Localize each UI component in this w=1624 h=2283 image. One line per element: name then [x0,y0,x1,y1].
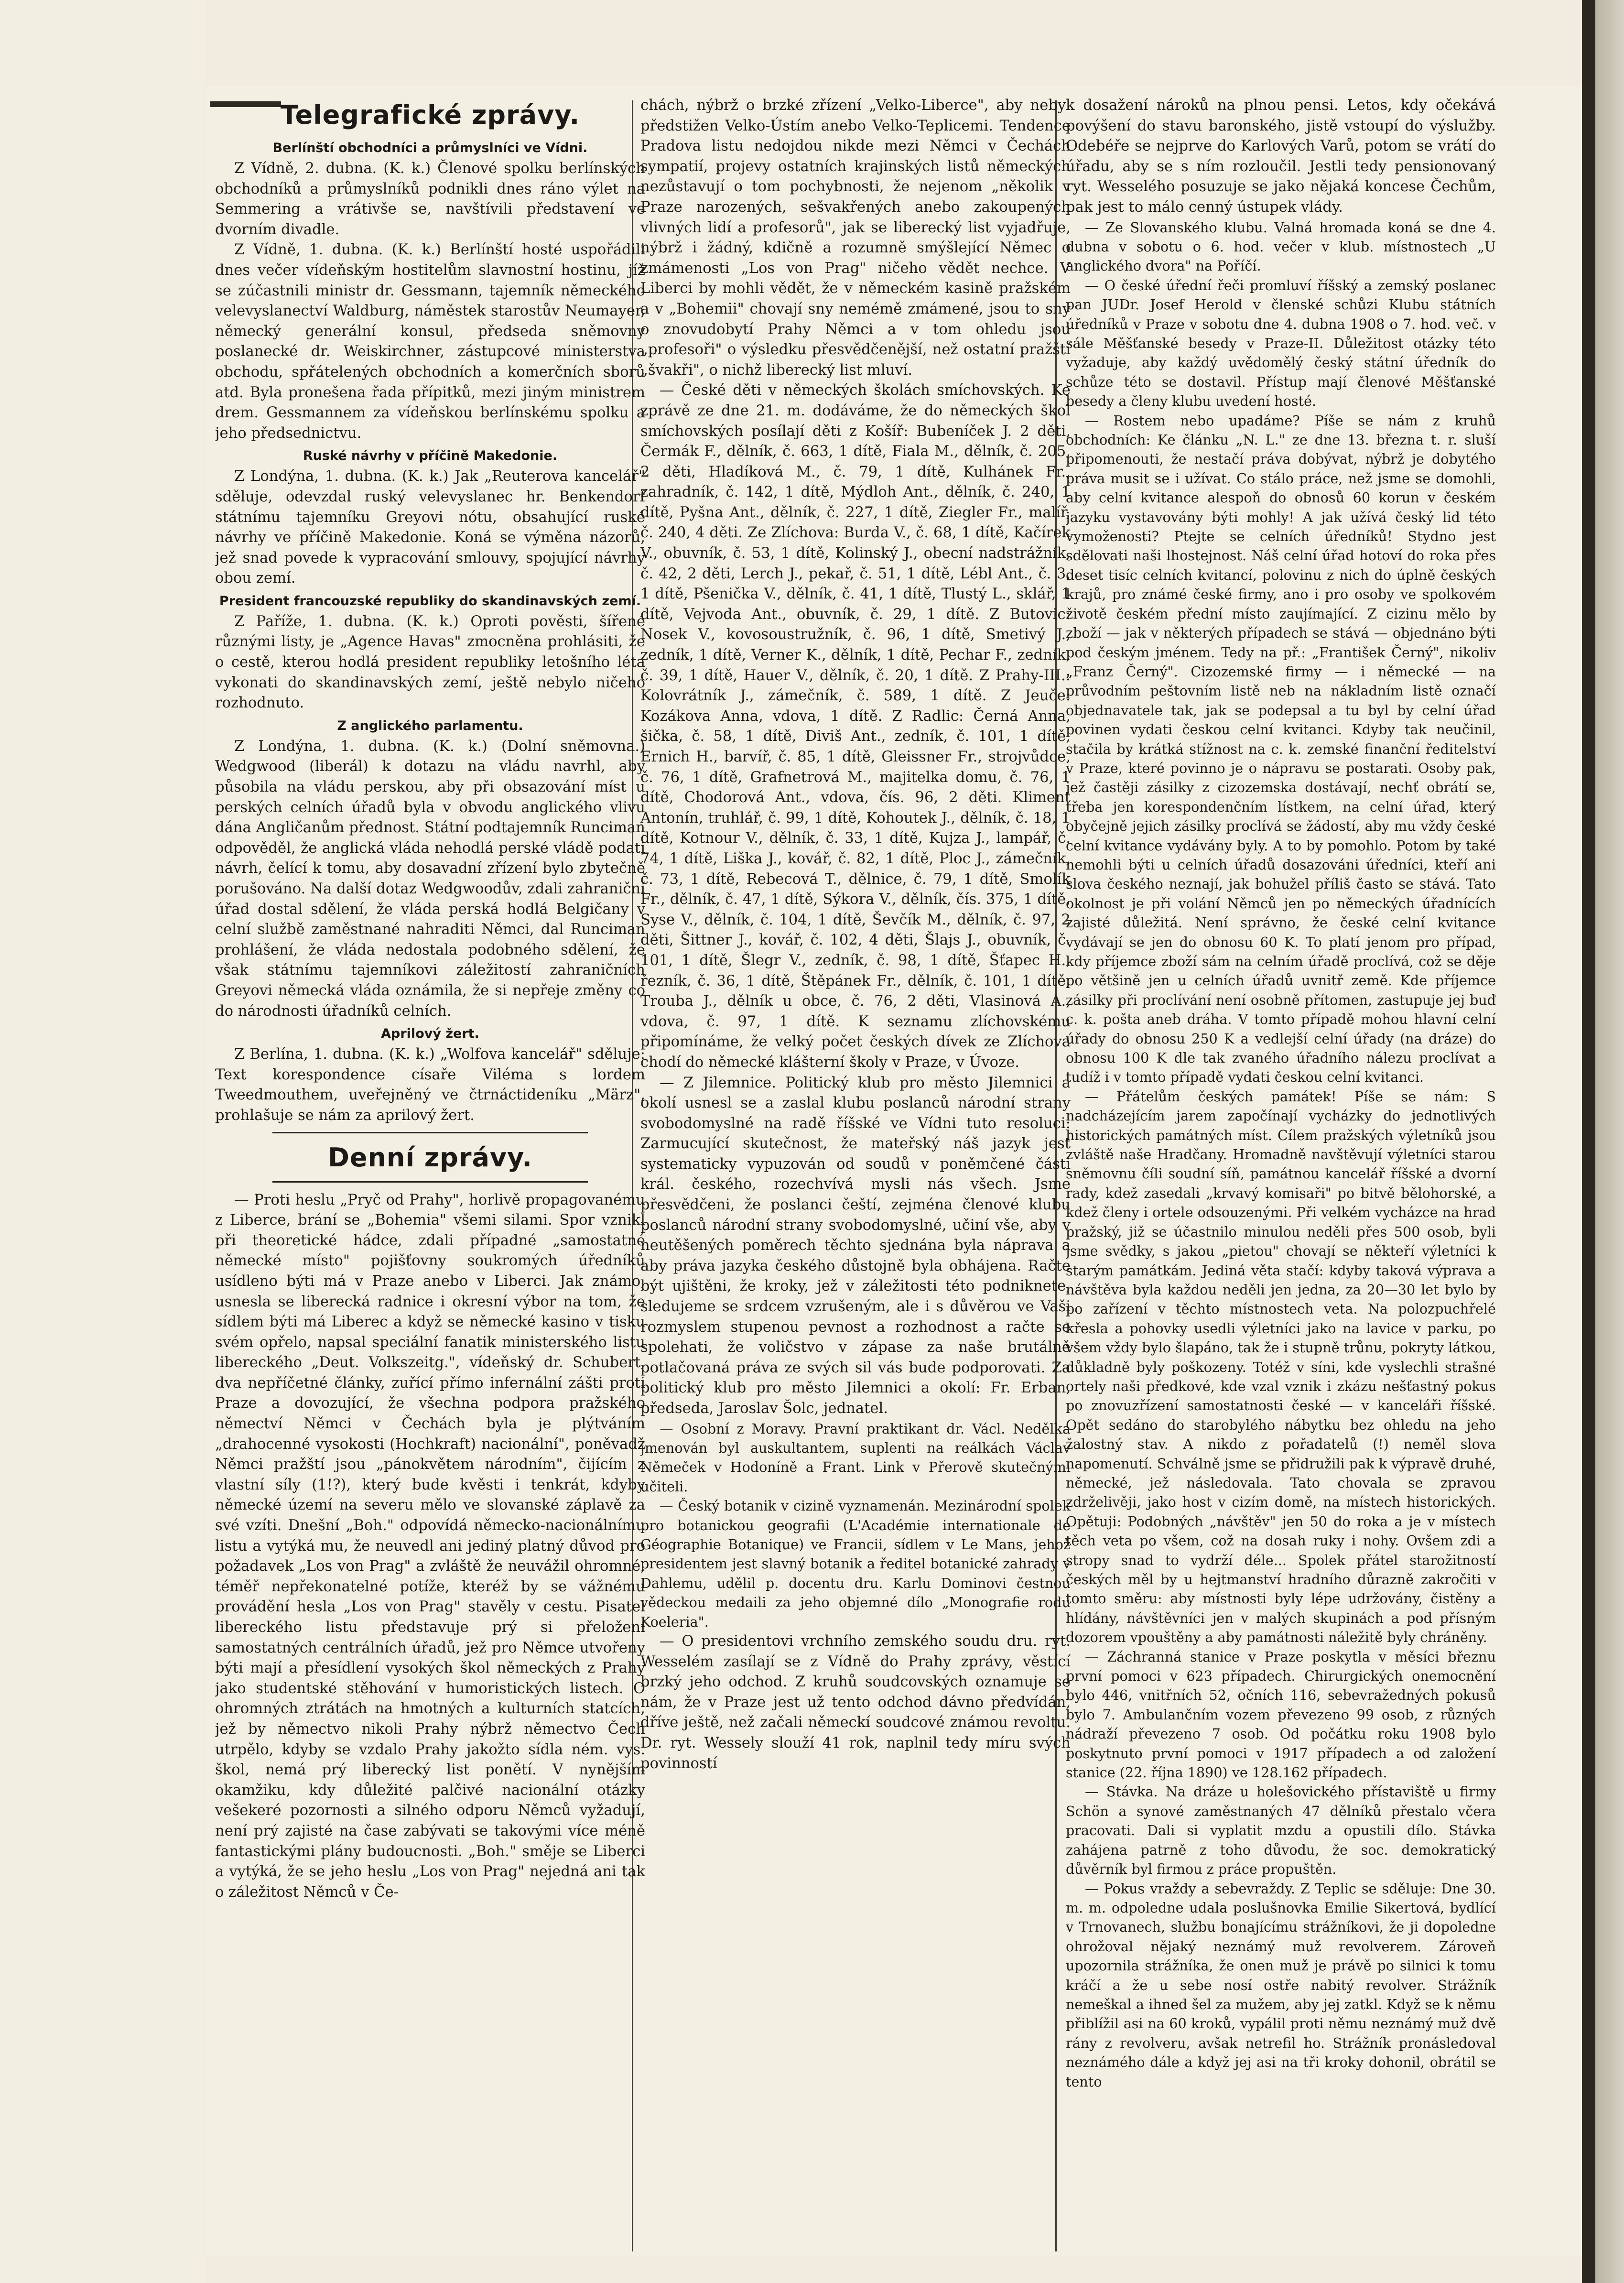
article-paragraph: — Český botanik v cizině vyznamenán. Mezinárodní spolek pro botanickou geografii (L'Académie internationale de Géographie Botanique) ve Francii, sídlem v Le Mans, jehož presidentem jest slavný botanik a ředitel botanické zahrady v Dahlemu, udělil p. docentu dru. Karlu Dominovi čestnou vědeckou medaili za jeho objemné dílo „Monografie rodu Koeleria". [640,1498,1071,1630]
article-paragraph: — Z Jilemnice. Politický klub pro město Jilemnici a okolí usnesl se a zaslal klubu poslanců národní strany svobodomyslné na radě říšské ve Vídni tuto resoluci: Zarmucující skutečnost, že mateřský náš jazyk jest systematicky vypuzován od soudů v poněmčené části král. českého, rozechvívá mysli nás všech. Jsme přesvědčeni, že poslanci čeští, zejména členové klubu poslanců národní strany svobodomyslné, učiní vše, aby v neutěšených poměrech těchto sjednána byla náprava a aby práva jazyka českého důstojně byla obhájena. Račte být ujištěni, že kroky, jež v záležitosti této podniknete, sledujeme se srdcem vzrušeným, ale i s důvěrou ve Vaši rozmyslem stupenou pevnost a rozhodnost a račte se spolehati, že voličstvo v zápase za naše brutálně potlačovaná práva ze svých sil vás bude podporovati. Za politický klub pro město Jilemnici a okolí: Fr. Erban, předseda, Jaroslav Šolc, jednatel. [640,1074,1071,1417]
article-paragraph: — Ze Slovanského klubu. Valná hromada koná se dne 4. dubna v sobotu o 6. hod. večer v klub. místnostech „U anglického dvora" na Poříčí. [1066,219,1496,274]
article-paragraph: Z Londýna, 1. dubna. (K. k.) (Dolní sněmovna.) Wedgwood (liberál) k dotazu na vládu navrhl, aby působila na vládu perskou, aby při obsazování míst u perských celních úřadů byla v obvodu anglického vlivu dána Angličanům přednost. Státní podtajemník Runciman odpověděl, že anglická vláda nehodlá perské vládě podati návrh, čelící k tomu, aby dosavadní zřízení bylo zbytečně porušováno. Na další dotaz Wedgwoodův, zdali zahraniční úřad dostal sdělení, že vláda perská hodlá Belgičany v celní službě zaměstnané nahraditi Němci, dal Runciman prohlášení, že vláda nedostala podobného sdělení, že však státnímu tajemníkovi záležitostí zahraničních Greyovi německá vláda oznámila, že si nepřeje změny co do národnosti úřadníků celních. [215,738,645,1020]
article-paragraph: Z Vídně, 1. dubna. (K. k.) Berlínští hosté uspořádili dnes večer vídeňským hostitelům slavnostní hostinu, jíž se zúčastnili ministr dr. Gessmann, tajemník německého velevyslanectví Waldburg, náměstek starostův Neumayer, německý generální konsul, předseda sněmovny poslanecké dr. Weiskirchner, zástupcové ministerstva obchodu, spřátelených obchodních a komerčních sborů atd. Byla pronešena řada přípitků, mezi jiným ministrem drem. Gessmannem za vídeňskou berlínskému spolku a jeho předsednictvu. [215,241,645,442]
telegraphic-news-title: Telegrafické zprávy. [280,100,580,130]
article-paragraph: Z Berlína, 1. dubna. (K. k.) „Wolfova kancelář" sděluje: Text korespondence císaře Viléma s lordem Tweedmouthem, uveřejněný ve čtrnáctideníku „März", prohlašuje se nám za aprilový žert. [215,1046,645,1124]
article-subtitle: Ruské návrhy v příčině Makedonie. [303,448,558,464]
page-margin-left [0,0,206,2283]
article-paragraph: Z Paříže, 1. dubna. (K. k.) Oproti pověsti, šířené různými listy, je „Agence Havas" zmocněna prohlásiti, že o cestě, kterou hodlá president republiky letošního léta vykonati do skandinavských zemí, ještě nebylo ničeho rozhodnuto. [215,613,645,712]
column-2 [640,96,1071,2247]
column-1 [215,96,645,2247]
article-paragraph: Z Vídně, 2. dubna. (K. k.) Členové spolku berlínských obchodníků a průmyslníků podnikli dnes ráno výlet na Semmering a vrátivše se, navštívili představení ve dvorním divadle. [215,160,645,238]
article-paragraph: — Přátelům českých památek! Píše se nám: S nadcházejícím jarem započínají vycházky do jednotlivých historických památných míst. Cílem pražských výletníků jsou zvláště naše Hradčany. Hromadně navštěvují výletníci starou sněmovnu číli soudní síň, památnou kancelář říšské a dvorní rady, kdež zasedali „krvavý komisaři" po bitvě bělohorské, a kdež členy i ortele odsouzenými. Při velkém vycházce na hrad pražský, již se účastnilo minulou neděli přes 500 osob, byli jsme svědky, s jakou „pietou" chovají se někteří výletníci k starým památkám. Jediná věta stačí: kdyby taková výprava a návštěva byla každou neděli jen jedna, za 20—30 let bylo by po zařízení v těchto místnostech veta. Na polozpuchřelé křesla a pohovky usedli výletníci jako na lavice v parku, po všem vždy bylo šlapáno, tak že i stupně trůnu, pokryty látkou, důkladně byly poškozeny. Totéž v síni, kde vyslechli strašné ortely naši předkové, kde vzal vznik i zkázu nešťastný pokus po znovuzřízení samostatnosti české — v kanceláři říšské. Opět sedáno do starobylého nábytku bez ohledu na jeho žalostný stav. A nikdo z pořadatelů (!) neměl slova napomenutí. Schválně jsme se přidružili pak k výpravě druhé, německé, jež následovala. Tato chovala se zpravou zdrželivěji, jako host v cizím domě, na místech historických. Opětuji: Podobných „návštěv" jen 50 do roka a je v místech těch veta po všem, což na dosah ruky i nohy. Ovšem zdi a stropy snad to vydrží déle... Spolek přátel starožitností českých měl by u hejtmanství hradního důrazně zakročiti v tomto směru: aby místnosti byly lépe udržovány, čistěny a hlídány, návštěvníci jen v malých skupinách a pod přísným dozorem vpouštěny a aby památnosti náležitě byly chráněny. [1066,1088,1496,1646]
article-subtitle: Aprilový žert. [381,1026,479,1042]
section-divider [272,1132,588,1133]
article-paragraph: — Osobní z Moravy. Pravní praktikant dr. Václ. Nedělka jmenován byl auskultantem, suplenti na reálkách Václav Němeček v Hodoníně a Frant. Link v Přerově skutečnými učiteli. [640,1420,1071,1495]
article-paragraph: — O presidentovi vrchního zemského soudu dru. ryt. Wesselém zasílají se z Vídně do Prahy zprávy, věstící brzký jeho odchod. Z kruhů soudcovských oznamuje se nám, že v Praze jest už tento odchod dávno předvídán, dříve ještě, než začali německí soudcové známou revoltu. Dr. ryt. Wessely slouží 41 rok, naplnil tedy míru svých povinností [640,1633,1071,1772]
article-paragraph: k dosažení nároků na plnou pensi. Letos, kdy očekává povýšení do stavu baronského, jistě vstoupí do výslužby. Odebéře se nejprve do Karlových Varů, potom se vrátí do úřadu, aby se s ním rozloučil. Jestli tedy pensionovaný ryt. Wesselého posuzuje se jako nějaká koncese Čechům, pak jest to málo cenný ústupek vlády. [1066,97,1496,216]
article-paragraph: chách, nýbrž o brzké zřízení „Velko-Liberce", aby nebyl předstižen Velko-Ústím anebo Velko-Teplicemi. Tendence Pradova listu nedojdou nikde mezi Němci v Čechách sympatií, projevy ostatních krajinských listů německých nezůstavují o tom pochybnosti, že nejenom „několik v Praze narozených, sešvakřených anebo zakoupených vlivných lidí a profesorů", jak se liberecký list vyjadřuje, nýbrž i žádný, kdičně a rozumně smýšlející Němec o zmámenosti „Los von Prag" ničeho vědět nechce. V Liberci by mohli vědět, že v německém kasině pražském a v „Bohemii" chovají sny nemémě zmámené, jsou to sny o znovudobytí Prahy Němci a v tom ohledu jsou „profesoři" o výsledku přesvědčenější, než ostatní pražští „švakři", o nichž liberecký list mluví. [640,97,1071,379]
section-divider [272,1181,588,1183]
daily-news-title: Denní zprávy. [328,1142,532,1173]
article-subtitle: President francouzské republiky do skandinavských zemí. [219,593,641,609]
article-subtitle: Berlínští obchodníci a průmyslníci ve Vídni. [272,141,588,155]
column-3 [1066,96,1496,2247]
article-paragraph: Z Londýna, 1. dubna. (K. k.) Jak „Reuterova kancelář" sděluje, odevzdal ruský velevyslanec hr. Benkendorf státnímu tajemníku Greyovi nótu, obsahující ruské návrhy ve příčině Makedonie. Koná se výměna názorů, jež snad povede k vypracování smlouvy, spojující návrhy obou zemí. [215,468,645,587]
article-paragraph: — Stávka. Na dráze u holešovického přístaviště u firmy Schön a synové zaměstnaných 47 dělníků přestalo včera pracovati. Dali si vyplatit mzdu a opustili dílo. Stávka zahájena patrně z toho důvodu, že soc. demokratický důvěrník byl firmou z práce propuštěn. [1066,1783,1496,1878]
article-paragraph: — Proti heslu „Pryč od Prahy", horlivě propagovanému z Liberce, brání se „Bohemia" všemi silami. Spor vznikl při theoretické hádce, zdali případné „samostatné německé místo" pojišťovny soukromých úředníků usídleno býti má v Praze anebo v Liberci. Jak známo, usnesla se liberecká radnice i okresní výbor na tom, že sídlem býti má Liberec a když se německé kasino v tisku svém opřelo, napsal speciální fanatik ministerského listu libereckého „Deut. Volkszeitg.", vídeňský dr. Schubert, dva nepříčetné články, zuřící přímo infernální zášti proti Praze a dovozující, že všechna podpora pražského němectví Němci v Čechách byla je plýtváním „drahocenné vysokosti (Hochkraft) nacionální", poněvadž Němci pražští jsou „pánokvětem národním", čijícím z vlastní síly (1!?), který bude kvěsti i tenkrát, kdyby německé území na severu mělo ve slovanské záplavě za své vzíti. Dnešní „Boh." odpovídá německo-nacionálnímu listu a vytýká mu, že neuvedl ani jediný platný důvod pro požadavek „Los von Prag" a zvláště že neuvážil ohromné, téměř nepřekonatelné potíže, kteréž by se vážnému provádění hesla „Los von Prag" stavěly v cestu. Pisatel libereckého listu představuje prý si přeložení samostatných centrálních úřadů, jež pro Němce utvořeny býti mají a přesídlení vysokých škol německých z Prahy jako studentské stěhování v humoristických listech. O ohromných ztrátách na hmotných a kulturních statcích, jež by němectvo nikoli Prahy nýbrž němectvo Čech utrpělo, kdyby se vzdalo Prahy jakožto sídla ném. vys. škol, nemá prý liberecký list ponětí. V nynějším okamžiku, kdy důležité palčivé nacionální otázky vešekeré pozornosti a silného odporu Němců vyžadují, není prý zajisté na čase zabývati se takovými více méně fantastickými plány budoucnosti. „Boh." směje se Liberci a vytýká, že se jeho heslu „Los von Prag" nejedná ani tak o záležitost Němců v Če- [215,1191,645,1901]
article-paragraph: — O české úřední řeči promluví říšský a zemský poslanec pan JUDr. Josef Herold v členské schůzi Klubu státních úředníků v Praze v sobotu dne 4. dubna 1908 o 7. hod. več. v sále Měšťanské besedy v Praze-II. Důležitost otázky této vyžaduje, aby každý uvědomělý český státní úředník do schůze této se dostavil. Přístup mají členové Měšťanské besedy a členy klubu uvedení hosté. [1066,277,1496,410]
page-edge-right [1582,0,1624,2283]
article-paragraph: — Rostem nebo upadáme? Píše se nám z kruhů obchodních: Ke článku „N. L." ze dne 13. března t. r. sluší připomenouti, že nestačí práva dobývat, nýbrž je dobytého práva musit se i užívat. Co stálo práce, než jsme se domohli, aby celní kvitance alespoň do obnosů 60 korun v českém jazyku vystavovány býti mohly! A jak užívá český lid této vymoženosti? Ptejte se celních úředníků! Stydno jest sdělovati naši lhostejnost. Náš celní úřad hotoví do roka přes deset tisíc celních kvitancí, polovinu z nich do úplně českých krajů, pro známé české firmy, ano i pro osoby ve spolkovém životě českém přední místo zaujímající. Z cizinu mělo by zboží — jak v některých případech se stává — objednáno býti pod českým jménem. Tedy na př.: „František Černý", nikoliv „Franz Černý". Cizozemské firmy — i německé — na průvodním peštovním listě neb na nákladním listě označí objednavatele tak, jak se podepsal a tu byl by celní úřad povinen vydati českou celní kvitanci. Kdyby tak neučinil, stačila by krátká stížnost na c. k. zemské finanční ředitelství v Praze, které povinno je o nápravu se postarati. Osoby pak, jež častěji zásilky z cizozemska dostávají, nechť obrátí se, třeba jen korespondenčním lístkem, na celní úřad, který obyčejně jejich zásilky proclívá se žádostí, aby mu vždy české celní kvitance vydávány byly. A to by pomohlo. Potom by také nemohli býti u celních úřadů dosazováni úředníci, kteří ani slova českého neznají, jak bohužel příliš často se stává. Tato okolnost je při volání Němců jen po německých úřadnících zajisté důležitá. Není správno, že české celní kvitance vydávají se jen do obnosu 60 K. To platí jenom pro případ, kdy příjemce zboží sám na celním úřadě proclívá, což se děje po většině jen u celních úřadů uvnitř země. Kde příjemce zásilky při proclívání není osobně přítomen, zastupuje jej buď c. k. pošta aneb dráha. V tomto případě mohou hlavní celní úřady do obnosu 250 K a vedlejší celní úřady (na dráze) do obnosu 100 K dle tak zvaného úřadního nálezu proclívat a tudíž i v tomto případě vydati českou celní kvitanci. [1066,412,1496,1086]
article-paragraph: — Pokus vraždy a sebevraždy. Z Teplic se sděluje: Dne 30. m. m. odpoledne udala poslušnovka Emilie Sikertová, bydlící v Trnovanech, službu bonajícímu strážníkovi, že ji dopoledne ohrožoval nějaký neznámý muž revolverem. Zároveň upozornila strážníka, že onen muž je právě po silnici k tomu kráčí a že u sebe nosí ostře nabitý revolver. Strážník nemeškal a ihned šel za mužem, aby jej zatkl. Když se k němu přiblížil asi na 60 kroků, vypálil proti němu neznámý muž dvě rány z revolveru, avšak netrefil ho. Strážník pronásledoval neznámého dále a když jej asi na tři kroky dohonil, obrátil se tento [1066,1880,1496,2090]
article-paragraph: — Záchranná stanice v Praze poskytla v měsíci březnu první pomoci v 623 případech. Chirurgických onemocnění bylo 446, vnitřních 52, očních 116, sebevražedných pokusů bylo 7. Ambulančním vozem převezeno 99 osob, z různých nádraží převezeno 7 osob. Od počátku roku 1908 bylo poskytnuto první pomoci v 1917 případech a od založení stanice (22. října 1890) ve 128.162 případech. [1066,1648,1496,1781]
article-subtitle: Z anglického parlamentu. [337,718,523,733]
article-paragraph: — České děti v německých školách smíchovských. Ke zprávě ze dne 21. m. dodáváme, že do německých škol smíchovských posílají děti z Košíř: Bubeníček J. 2 děti, Čermák F., dělník, č. 663, 1 dítě, Fiala M., dělník, č. 205, 2 děti, Hladíková M., č. 79, 1 dítě, Kulhánek Fr., zahradník, č. 142, 1 dítě, Mýdloh Ant., dělník, č. 240, 1 dítě, Pyšna Ant., dělník, č. 227, 1 dítě, Ziegler Fr., malíř, č. 240, 4 děti. Ze Zlíchova: Burda V., č. 68, 1 dítě, Kačírek V., obuvník, č. 53, 1 dítě, Kolinský J., obecní nadstrážník, č. 42, 2 děti, Lerch J., pekař, č. 51, 1 dítě, Lébl Ant., č. 3, 1 dítě, Pšenička V., dělník, č. 41, 1 dítě, Tlustý L., sklář, 1 dítě, Vejvoda Ant., obuvník, č. 29, 1 dítě. Z Butovic: Nosek V., kovosoustružník, č. 96, 1 dítě, Smetivý J., zedník, 1 dítě, Verner K., dělník, 1 dítě, Pechar F., zedník, č. 39, 1 dítě, Hauer V., dělník, č. 20, 1 dítě. Z Prahy-III.: Kolovrátník J., zámečník, č. 589, 1 dítě. Z Jeuče: Kozákova Anna, vdova, 1 dítě. Z Radlic: Černá Anna, šička, č. 58, 1 dítě, Diviš Ant., zedník, č. 101, 1 dítě, Ernich H., barvíř, č. 85, 1 dítě, Gleissner Fr., strojvůdce, č. 76, 1 dítě, Grafnetrová M., majitelka domu, č. 76, 1 dítě, Chodorová Ant., vdova, čís. 96, 2 děti. Kliment Antonín, truhlář, č. 99, 1 dítě, Kohoutek J., dělník, č. 18, 1 dítě, Kotnour V., dělník, č. 33, 1 dítě, Kujza J., lampář, č. 74, 1 dítě, Liška J., kovář, č. 82, 1 dítě, Ploc J., zámečník, č. 73, 1 dítě, Rebecová T., dělnice, č. 79, 1 dítě, Smolík Fr., dělník, č. 47, 1 dítě, Sýkora V., dělník, čís. 375, 1 dítě, Syse V., dělník, č. 104, 1 dítě, Ševčík M., dělník, č. 97, 2 děti, Šittner J., kovář, č. 102, 4 děti, Šlajs J., obuvník, č. 101, 1 dítě, Šlegr V., zedník, č. 98, 1 dítě, Šťapec H., řezník, č. 36, 1 dítě, Štěpánek Fr., dělník, č. 101, 1 dítě, Trouba J., dělník u obce, č. 76, 2 děti, Vlasinová A., vdova, č. 97, 1 dítě. K seznamu zlíchovskému připomínáme, že velký počet českých dívek ze Zlíchova chodí do německé klášterní školy v Praze, v Úvoze. [640,382,1071,1071]
